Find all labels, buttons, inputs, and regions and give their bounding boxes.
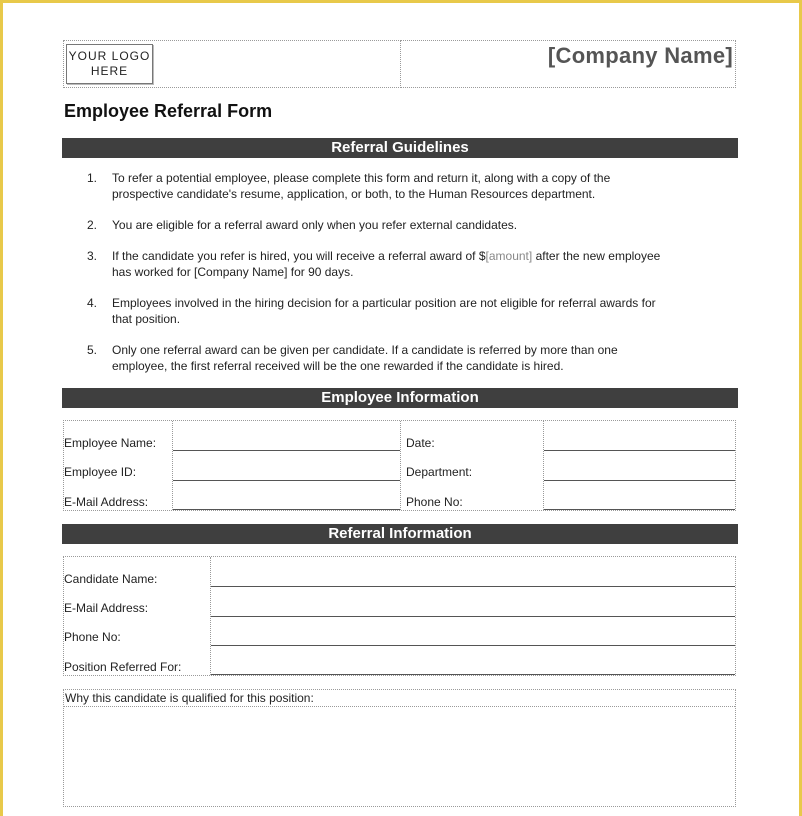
employee-id-field[interactable] bbox=[173, 480, 400, 481]
date-label: Date: bbox=[406, 436, 435, 450]
guideline-text: To refer a potential employee, please complete this form and return it, along with a copy of the bbox=[112, 171, 611, 185]
employee-name-field[interactable] bbox=[173, 450, 400, 451]
referral-info-heading: Referral Information bbox=[62, 524, 738, 544]
guideline-text: Employees involved in the hiring decision for a particular position are not eligible for referral awards for bbox=[112, 296, 656, 310]
logo-line-2: HERE bbox=[90, 64, 129, 78]
guideline-text: prospective candidate's resume, application, or both, to the Human Resources department. bbox=[112, 186, 596, 201]
guidelines-heading: Referral Guidelines bbox=[62, 138, 738, 158]
qualification-label: Why this candidate is qualified for this position: bbox=[65, 691, 314, 705]
employee-email-field[interactable] bbox=[173, 509, 400, 510]
phone-field[interactable] bbox=[544, 509, 735, 510]
guideline-text: that position. bbox=[112, 311, 181, 326]
guideline-text: has worked for [Company Name] for 90 days. bbox=[112, 264, 354, 279]
guideline-text-part: after the new employee bbox=[532, 249, 661, 263]
guideline-number: 1. bbox=[87, 171, 98, 185]
guideline-number: 2. bbox=[87, 218, 98, 232]
candidate-email-field[interactable] bbox=[211, 616, 735, 617]
logo-line-1: YOUR LOGO bbox=[68, 49, 151, 63]
column-divider bbox=[172, 421, 173, 510]
column-divider bbox=[543, 421, 544, 510]
phone-label: Phone No: bbox=[406, 495, 463, 509]
guideline-text: You are eligible for a referral award only when you refer external candidates. bbox=[112, 218, 518, 232]
logo-cell bbox=[63, 40, 401, 88]
guideline-text: employee, the first referral received will be the one rewarded if the candidate is hired. bbox=[112, 358, 564, 373]
candidate-phone-label: Phone No: bbox=[64, 630, 121, 644]
department-label: Department: bbox=[406, 465, 473, 479]
position-referred-field[interactable] bbox=[211, 674, 735, 675]
guideline-number: 5. bbox=[87, 343, 98, 357]
qualification-divider bbox=[64, 706, 735, 707]
guideline-text-part: If the candidate you refer is hired, you will receive a referral award of $ bbox=[112, 249, 486, 263]
amount-placeholder: [amount] bbox=[485, 249, 533, 263]
logo-placeholder bbox=[66, 44, 153, 84]
candidate-email-label: E-Mail Address: bbox=[64, 601, 149, 615]
guideline-number: 4. bbox=[87, 296, 98, 310]
candidate-name-label: Candidate Name: bbox=[64, 572, 158, 586]
form-title: Employee Referral Form bbox=[64, 101, 273, 121]
date-field[interactable] bbox=[544, 450, 735, 451]
company-cell bbox=[400, 40, 736, 88]
employee-id-label: Employee ID: bbox=[64, 465, 137, 479]
referral-info-table bbox=[63, 556, 736, 676]
employee-info-heading: Employee Information bbox=[62, 388, 738, 408]
column-divider bbox=[400, 421, 401, 510]
position-referred-label: Position Referred For: bbox=[64, 660, 182, 674]
form-page bbox=[3, 3, 799, 816]
form-header bbox=[63, 40, 736, 88]
department-field[interactable] bbox=[544, 480, 735, 481]
employee-name-label: Employee Name: bbox=[64, 436, 157, 450]
candidate-phone-field[interactable] bbox=[211, 645, 735, 646]
employee-info-table bbox=[63, 420, 736, 511]
guideline-text: Only one referral award can be given per candidate. If a candidate is referred by more than one bbox=[112, 343, 618, 357]
employee-email-label: E-Mail Address: bbox=[64, 495, 149, 509]
company-name: [Company Name] bbox=[547, 43, 733, 68]
guideline-number: 3. bbox=[87, 249, 98, 263]
candidate-name-field[interactable] bbox=[211, 586, 735, 587]
qualification-box[interactable] bbox=[63, 689, 736, 807]
guideline-text bbox=[112, 249, 732, 265]
